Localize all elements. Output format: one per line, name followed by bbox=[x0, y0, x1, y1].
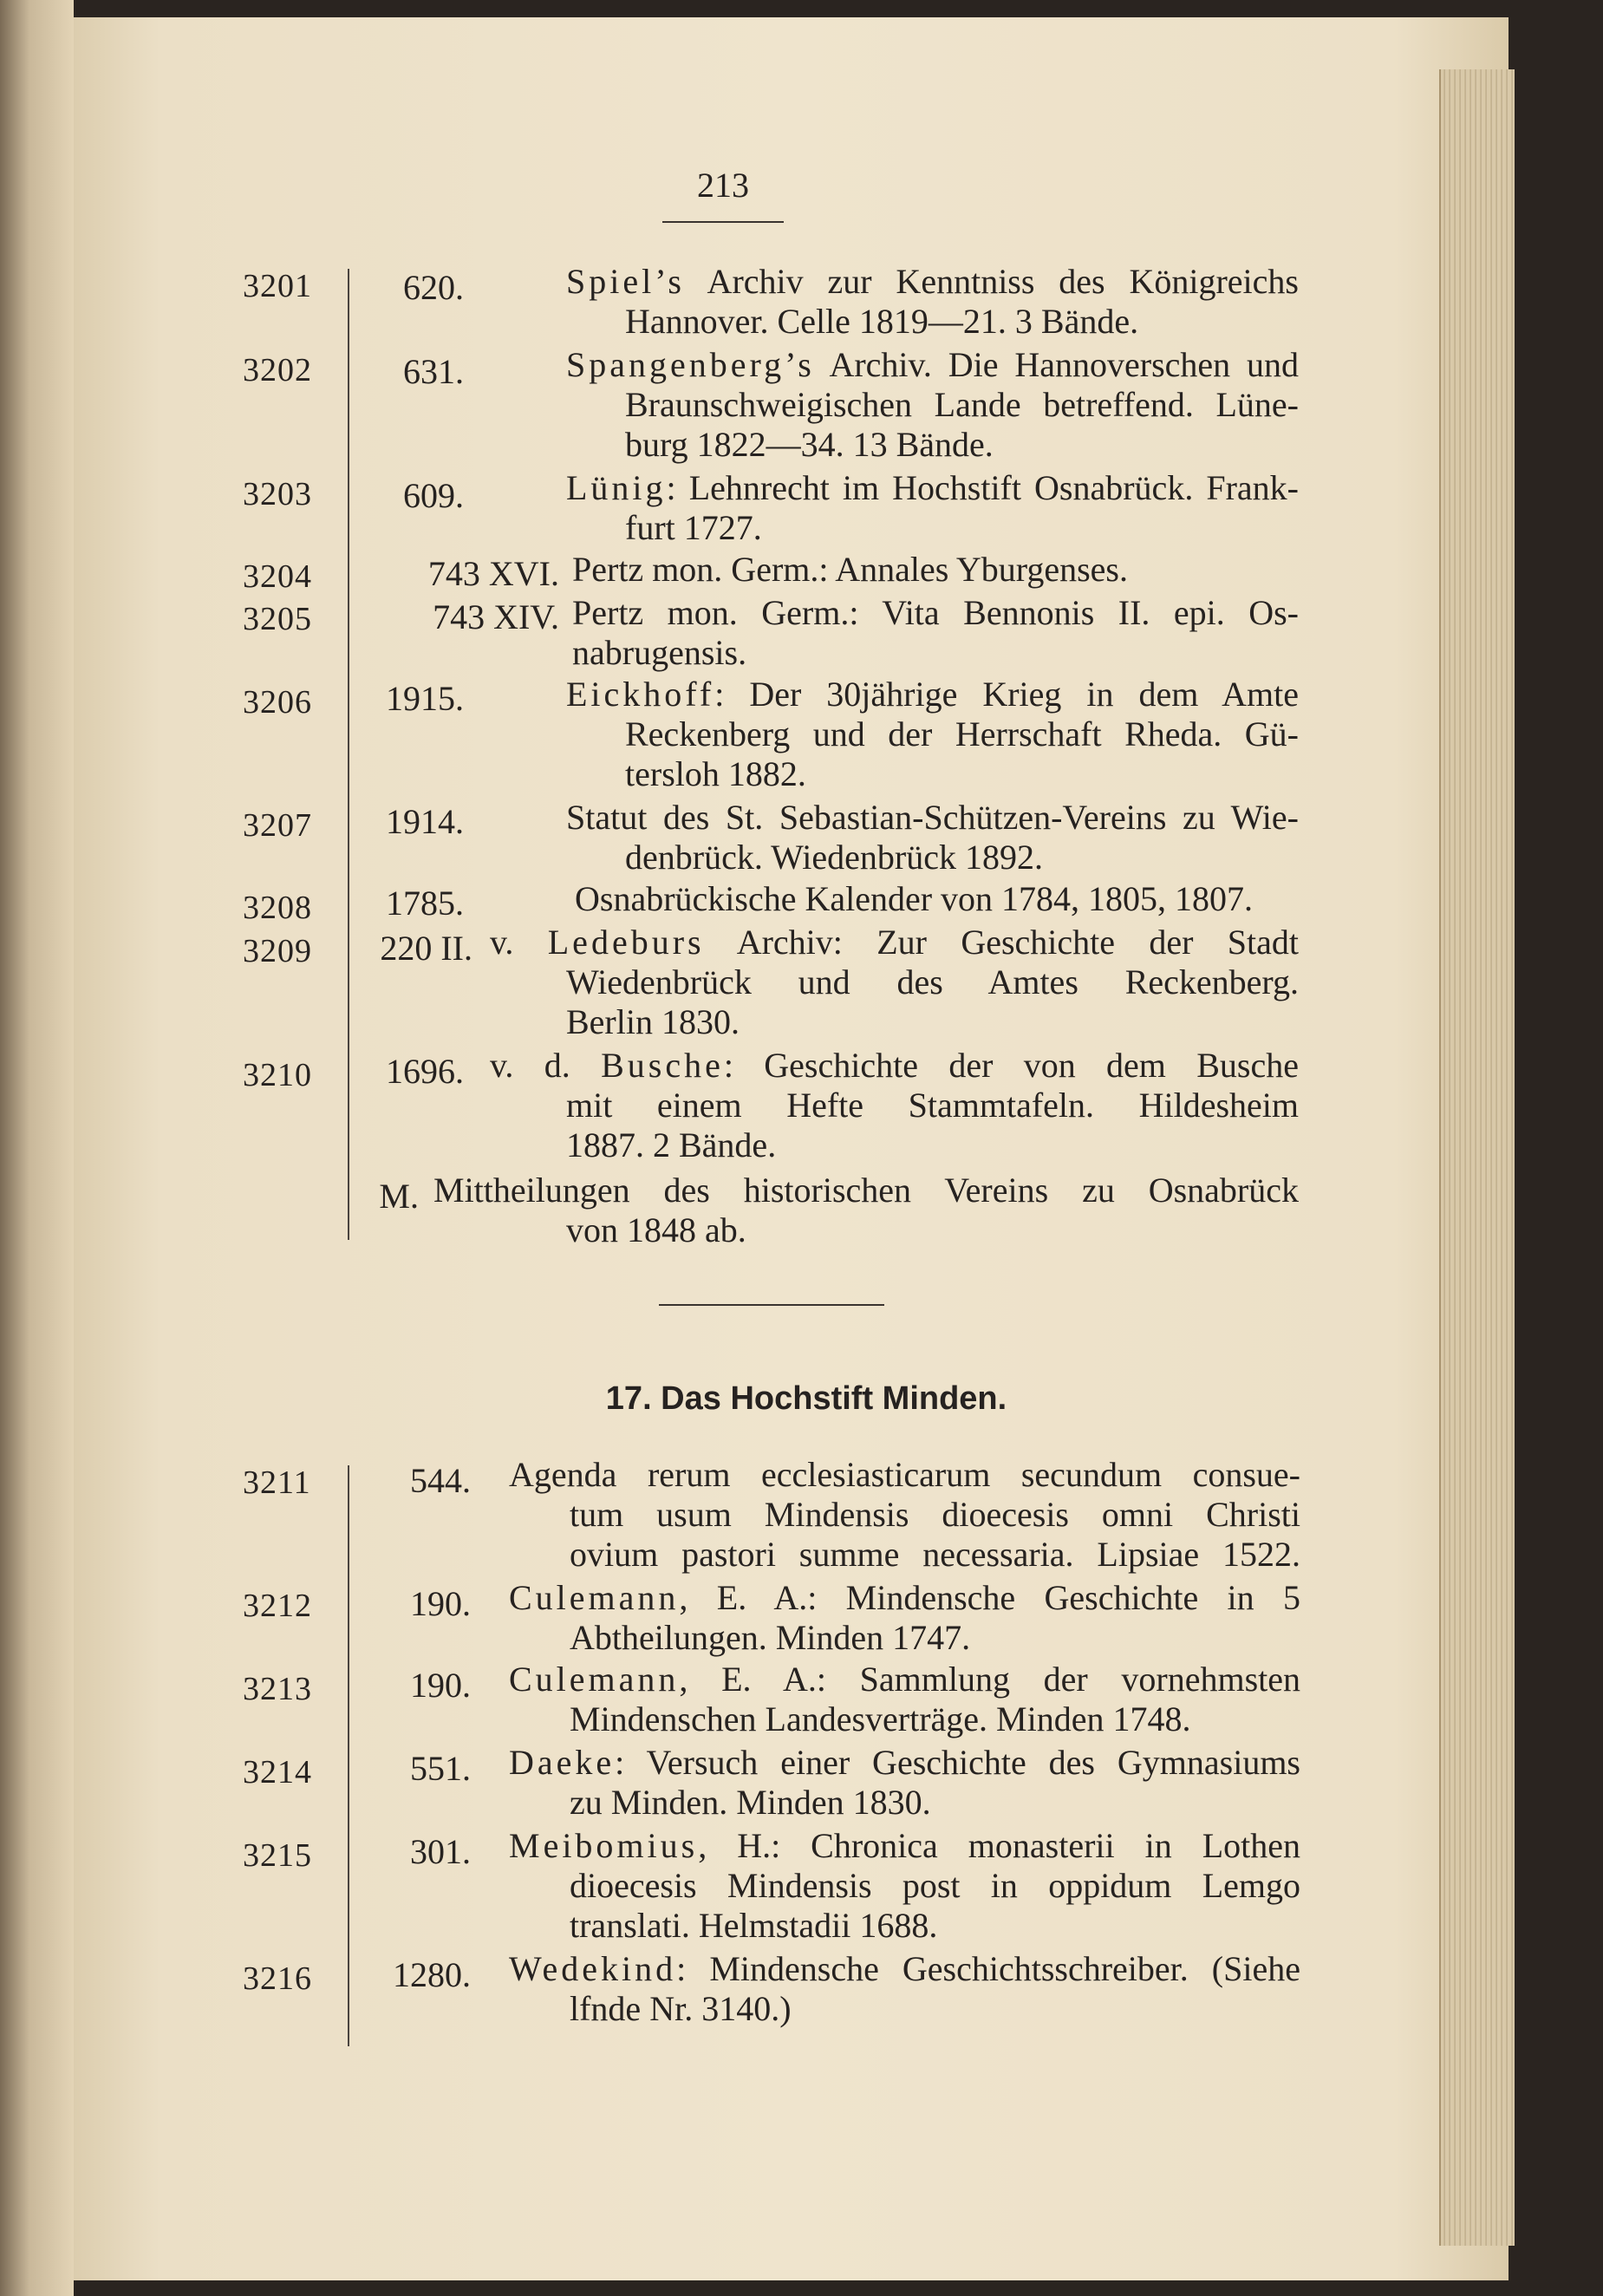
author: Spangenberg’s bbox=[566, 345, 815, 384]
entry-text: Culemann, E. A.: Mindensche Geschichte in 5 Abtheilungen. Minden 1747. bbox=[509, 1578, 1300, 1657]
entry-text: Wedekind: Mindensche Geschichtsschreiber. (Siehe lfnde Nr. 3140.) bbox=[509, 1949, 1300, 2028]
entry-text: Spiel’s Archiv zur Kenntniss des Königreichs Hannover. Celle 1819—21. 3 Bände. bbox=[566, 262, 1299, 341]
entry-text: v. d. Busche: Geschichte der von dem Busche mit einem Hefte Stammtafeln. Hildesheim 1887. 2 Bände. bbox=[490, 1046, 1299, 1164]
catalog-number: 1915. bbox=[386, 679, 464, 718]
catalog-number: 1785. bbox=[386, 884, 464, 923]
running-number: 3212 bbox=[243, 1588, 312, 1624]
book-page bbox=[74, 17, 1509, 2280]
page-edges bbox=[1439, 69, 1515, 2246]
catalog-number: 1914. bbox=[386, 802, 464, 841]
catalog-number: 620. bbox=[403, 268, 464, 307]
facing-page-edge bbox=[0, 0, 74, 2296]
running-number: 3209 bbox=[243, 933, 312, 969]
page-number-rule bbox=[662, 221, 784, 223]
entry-text: Mittheilungen des historischen Vereins zu Osnabrück von 1848 ab. bbox=[433, 1171, 1299, 1249]
entry-text: Pertz mon. Germ.: Annales Yburgenses. bbox=[572, 550, 1128, 589]
catalog-number: 1696. bbox=[386, 1052, 464, 1091]
author: Culemann bbox=[509, 1660, 680, 1699]
catalog-number: 220 II. bbox=[380, 929, 472, 968]
entry-text: Agenda rerum ecclesiasticarum secundum consue- tum usum Mindensis dioecesis omni Christi ovium pastori summe necessaria. Lipsiae 1522. bbox=[509, 1455, 1300, 1574]
author: Spiel’s bbox=[566, 262, 685, 301]
author: Meibomius bbox=[509, 1826, 699, 1865]
catalog-number: 743 XVI. bbox=[427, 554, 559, 593]
running-number: 3202 bbox=[243, 352, 312, 388]
running-number: 3215 bbox=[243, 1837, 312, 1874]
running-number: 3201 bbox=[243, 268, 312, 304]
catalog-number: M. bbox=[379, 1177, 419, 1216]
entry-text: Osnabrückische Kalender von 1784, 1805, 1807. bbox=[575, 879, 1254, 918]
entry-text: v. Ledeburs Archiv: Zur Geschichte der Stadt Wiedenbrück und des Amtes Reckenberg. Berlin 1830. bbox=[490, 923, 1300, 1041]
catalog-number: 631. bbox=[403, 352, 464, 391]
running-number: 3216 bbox=[243, 1960, 312, 1997]
running-number: 3207 bbox=[243, 807, 312, 844]
running-number: 3205 bbox=[243, 601, 312, 637]
author: Ledeburs bbox=[547, 923, 705, 962]
running-number: 3211 bbox=[243, 1464, 311, 1501]
entry-text: Daeke: Versuch einer Geschichte des Gymnasiums zu Minden. Minden 1830. bbox=[509, 1743, 1300, 1822]
author: Lünig bbox=[566, 468, 667, 507]
catalog-number: 301. bbox=[410, 1832, 471, 1871]
running-number: 3210 bbox=[243, 1057, 312, 1093]
catalog-number: 743 XIV. bbox=[433, 597, 559, 636]
catalog-number: 1280. bbox=[393, 1955, 471, 1994]
entry-text: Lünig: Lehnrecht im Hochstift Osnabrück. Frank- furt 1727. bbox=[566, 468, 1299, 547]
page-number: 213 bbox=[697, 166, 749, 205]
entry-text: Statut des St. Sebastian-Schützen-Vereins zu Wie- denbrück. Wiedenbrück 1892. bbox=[566, 798, 1299, 877]
author: Culemann bbox=[509, 1578, 680, 1617]
author: Busche bbox=[601, 1046, 724, 1085]
section-heading: 17. Das Hochstift Minden. bbox=[605, 1380, 1007, 1417]
entry-text: Spangenberg’s Archiv. Die Hannoverschen und Braunschweigischen Lande betreffend. Lüne- burg 1822—34. 13 Bände. bbox=[566, 345, 1299, 464]
running-number: 3206 bbox=[243, 684, 312, 721]
entry-text: Pertz mon. Germ.: Vita Bennonis II. epi. Os- nabrugensis. bbox=[572, 593, 1299, 672]
running-number: 3214 bbox=[243, 1754, 312, 1790]
running-number: 3203 bbox=[243, 476, 312, 512]
entry-text: Meibomius, H.: Chronica monasterii in Lothen dioecesis Mindensis post in oppidum Lemgo translati. Helmstadii 1688. bbox=[509, 1826, 1300, 1945]
catalog-number: 190. bbox=[410, 1666, 471, 1705]
catalog-number: 190. bbox=[410, 1584, 471, 1623]
author: Wedekind bbox=[509, 1949, 677, 1988]
section-separator bbox=[659, 1304, 884, 1306]
entry-text: Eickhoff: Der 30jährige Krieg in dem Amte Reckenberg und der Herrschaft Rheda. Gü- tersloh 1882. bbox=[566, 675, 1299, 793]
entry-text: Culemann, E. A.: Sammlung der vornehmsten Mindenschen Landesverträge. Minden 1748. bbox=[509, 1660, 1300, 1738]
catalog-number: 551. bbox=[410, 1749, 471, 1788]
catalog-number: 609. bbox=[403, 476, 464, 515]
column-rule-bottom bbox=[348, 1465, 349, 2046]
running-number: 3204 bbox=[243, 558, 312, 595]
author: Eickhoff bbox=[566, 675, 715, 714]
column-rule-top bbox=[348, 269, 349, 1240]
running-number: 3208 bbox=[243, 890, 312, 926]
author: Daeke bbox=[509, 1743, 616, 1782]
catalog-number: 544. bbox=[410, 1461, 471, 1500]
running-number: 3213 bbox=[243, 1671, 312, 1707]
